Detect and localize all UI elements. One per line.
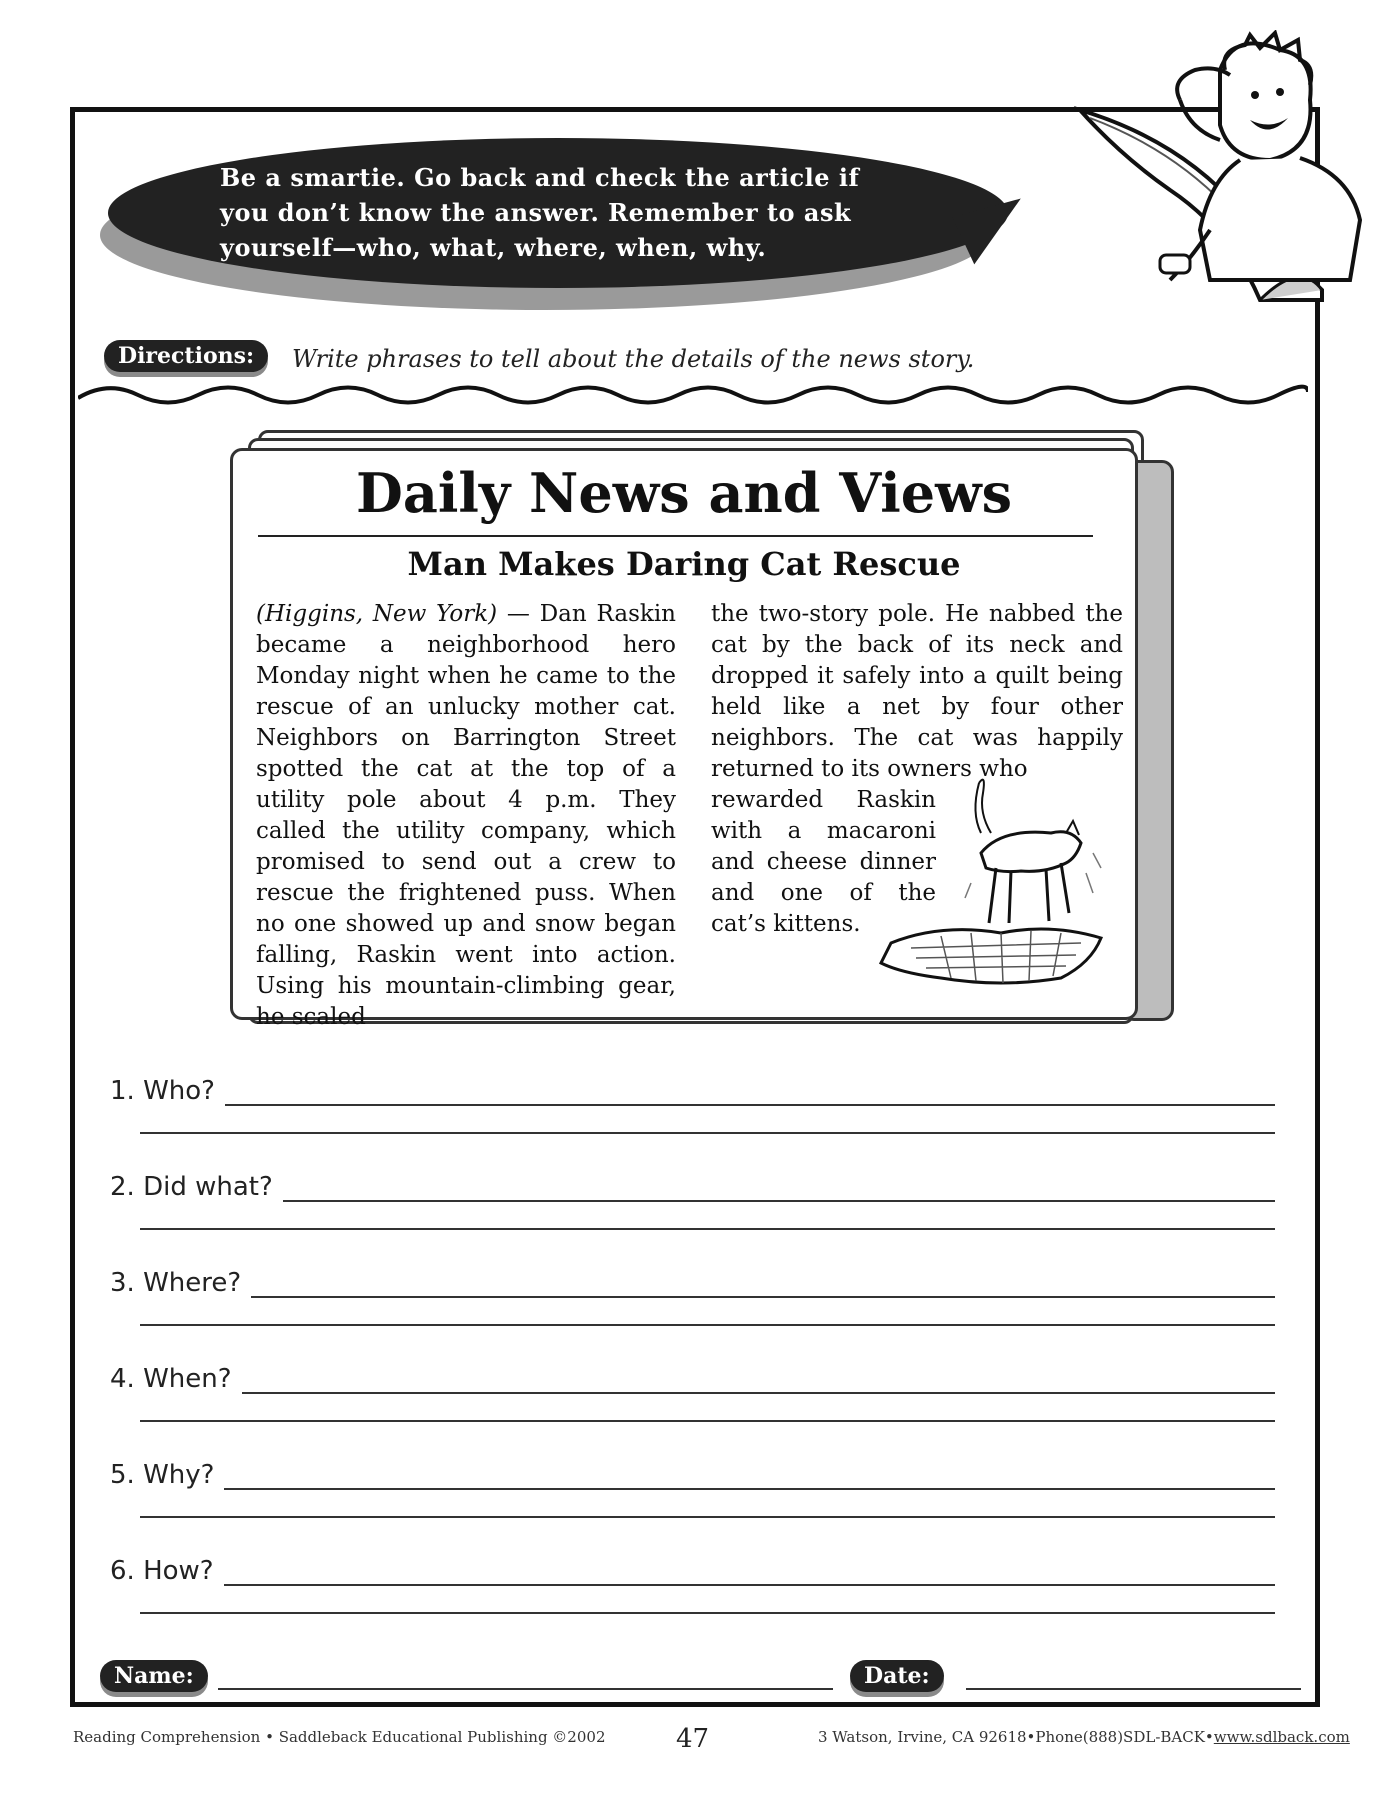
answer-line-5[interactable] [224, 1462, 1275, 1490]
question-row-3 [110, 1264, 1275, 1298]
answer-line-2-continued[interactable] [140, 1226, 1275, 1230]
answer-line-2[interactable] [283, 1174, 1275, 1202]
bubble-line-2: you don’t know the answer. Remember to ask [220, 198, 852, 227]
question-label-4: 4. When? [110, 1364, 232, 1394]
question-label-2: 2. Did what? [110, 1172, 273, 1202]
question-label-3: 3. Where? [110, 1268, 242, 1298]
footer-address: 3 Watson, Irvine, CA 92618•Phone(888)SDL-BACK• [818, 1728, 1214, 1746]
question-label-1: 1. Who? [110, 1076, 215, 1106]
boy-character-illustration [1150, 30, 1380, 300]
article-right-text: the two-story pole. He nabbed the cat by the back of its neck and dropped it safely into a quilt being held like a net by four other neighbors. The cat was happily returned to its owners who [711, 601, 1123, 782]
answer-line-3-continued[interactable] [140, 1322, 1275, 1326]
date-label: Date: [850, 1660, 944, 1692]
bubble-line-1: Be a smartie. Go back and check the article if [220, 163, 860, 192]
question-label-5: 5. Why? [110, 1460, 215, 1490]
masthead-rule [258, 535, 1093, 537]
question-label-6: 6. How? [110, 1556, 214, 1586]
answer-line-6-continued[interactable] [140, 1610, 1275, 1614]
question-row-2 [110, 1168, 1275, 1202]
footer-publisher: Reading Comprehension • Saddleback Educational Publishing ©2002 [73, 1728, 606, 1746]
article-dateline: (Higgins, New York) [256, 601, 498, 627]
name-field[interactable] [218, 1688, 833, 1690]
answer-line-4[interactable] [242, 1366, 1275, 1394]
news-headline: Man Makes Daring Cat Rescue [407, 545, 961, 583]
answer-line-6[interactable] [224, 1558, 1275, 1586]
bubble-line-3: yourself—who, what, where, when, why. [220, 233, 767, 262]
question-row-6 [110, 1552, 1275, 1586]
speech-bubble-text [220, 160, 980, 265]
article-left-column [256, 599, 676, 1033]
article-right-narrow-text: rewarded Raskin with a macaroni and cheese dinner and one of the cat’s kittens. [711, 787, 936, 937]
question-row-1 [110, 1072, 1275, 1106]
name-label: Name: [100, 1660, 208, 1692]
answer-line-1-continued[interactable] [140, 1130, 1275, 1134]
date-field[interactable] [966, 1688, 1301, 1690]
answer-line-1[interactable] [225, 1078, 1275, 1106]
answer-line-5-continued[interactable] [140, 1514, 1275, 1518]
answer-line-3[interactable] [251, 1270, 1275, 1298]
answer-line-4-continued[interactable] [140, 1418, 1275, 1422]
directions-text: Write phrases to tell about the details of the news story. [292, 345, 975, 373]
question-row-4 [110, 1360, 1275, 1394]
wavy-divider [78, 380, 1308, 410]
question-row-5 [110, 1456, 1275, 1490]
page-number: 47 [676, 1724, 710, 1754]
article-left-text: — Dan Raskin became a neighborhood hero Monday night when he came to the rescue of an unlucky mother cat. Neighbors on Barrington Street spotted the cat at the top of a utility pole about 4 p.m. They called the utility company, which promised to send out a crew to rescue the frightened puss. When no one showed up and snow began falling, Raskin went into action. Using his mountain-climbing gear, he scaled [256, 601, 676, 1030]
directions-label: Directions: [104, 340, 268, 372]
newspaper [230, 448, 1138, 1030]
newspaper-masthead: Daily News and Views [356, 461, 1012, 525]
cat-and-quilt-illustration [861, 773, 1111, 993]
footer-contact [818, 1728, 1350, 1746]
footer-url-link[interactable]: www.sdlback.com [1213, 1728, 1350, 1746]
